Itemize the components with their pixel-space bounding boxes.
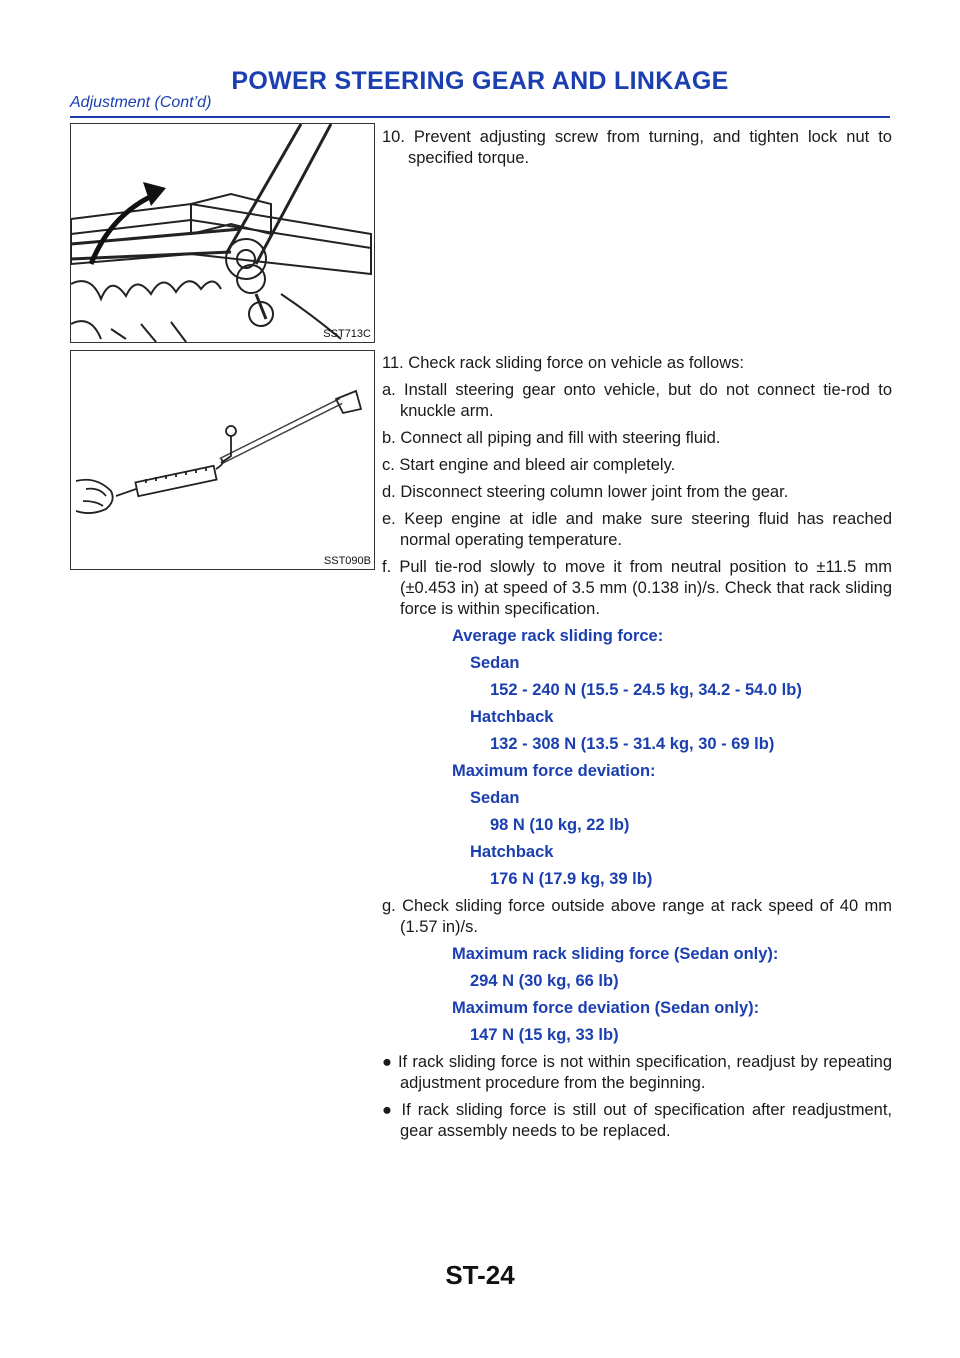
bullet-icon: ● <box>382 1101 395 1119</box>
spec-hatchback-label-2: Hatchback <box>470 843 554 861</box>
spec-sedan-average: 152 - 240 N (15.5 - 24.5 kg, 34.2 - 54.0 lb) <box>490 681 802 699</box>
spec-deviation-label: Maximum force deviation: <box>452 762 656 780</box>
spec-max-deviation-label: Maximum force deviation (Sedan only): <box>452 999 760 1017</box>
note-replace-text: If rack sliding force is still out of specification after readjustment, gear assembly needs to be replaced. <box>400 1101 893 1140</box>
bullet-icon: ● <box>382 1053 393 1071</box>
step-11-a: a. Install steering gear onto vehicle, but do not connect tie-rod to knuckle arm. <box>382 381 892 420</box>
spec-hatchback-deviation: 176 N (17.9 kg, 39 lb) <box>490 870 653 888</box>
step-11-c: c. Start engine and bleed air completely. <box>382 456 676 474</box>
spec-hatchback-average: 132 - 308 N (13.5 - 31.4 kg, 30 - 69 lb) <box>490 735 775 753</box>
wrench-illustration <box>71 124 374 342</box>
step-11-g: g. Check sliding force outside above range at rack speed of 40 mm (1.57 in)/s. <box>382 897 892 936</box>
step-11-intro: 11. Check rack sliding force on vehicle as follows: <box>382 354 744 372</box>
header-rule <box>70 116 890 118</box>
spec-sedan-label-2: Sedan <box>470 789 520 807</box>
spring-scale-illustration <box>71 351 374 569</box>
figure-caption: SST713C <box>323 328 371 340</box>
spec-max-deviation-value: 147 N (15 kg, 33 lb) <box>470 1026 619 1044</box>
page-subtitle: Adjustment (Cont’d) <box>70 94 212 111</box>
page-number: ST-24 <box>445 1260 515 1290</box>
spec-sedan-deviation: 98 N (10 kg, 22 lb) <box>490 816 630 834</box>
note-replace <box>382 1100 892 1142</box>
spec-max-force-label: Maximum rack sliding force (Sedan only): <box>452 945 779 963</box>
step-11-block <box>382 353 892 1148</box>
step-10: 10. Prevent adjusting screw from turning, and tighten lock nut to specified torque. <box>382 128 892 167</box>
page-title: POWER STEERING GEAR AND LINKAGE <box>231 67 729 95</box>
spec-hatchback-label: Hatchback <box>470 708 554 726</box>
figure-caption: SST090B <box>323 555 371 567</box>
step-10-block <box>382 127 892 175</box>
page-header <box>70 66 890 112</box>
figure-lock-nut-tightening <box>70 123 375 343</box>
step-11-b: b. Connect all piping and fill with steering fluid. <box>382 429 721 447</box>
figure-sliding-force-check <box>70 350 375 570</box>
spec-max-force-value: 294 N (30 kg, 66 lb) <box>470 972 619 990</box>
note-readjust <box>382 1052 892 1094</box>
spec-average-label: Average rack sliding force: <box>452 627 664 645</box>
spec-sedan-label: Sedan <box>470 654 520 672</box>
note-readjust-text: If rack sliding force is not within specification, readjust by repeating adjustment procedure from the beginning. <box>397 1053 892 1092</box>
step-11-d: d. Disconnect steering column lower joint from the gear. <box>382 483 789 501</box>
step-11-f: f. Pull tie-rod slowly to move it from neutral position to ±11.5 mm (±0.453 in) at speed of 3.5 mm (0.138 in)/s. Check that rack sliding force is within specification. <box>382 558 892 618</box>
step-11-e: e. Keep engine at idle and make sure steering fluid has reached normal operating temperature. <box>382 510 892 549</box>
